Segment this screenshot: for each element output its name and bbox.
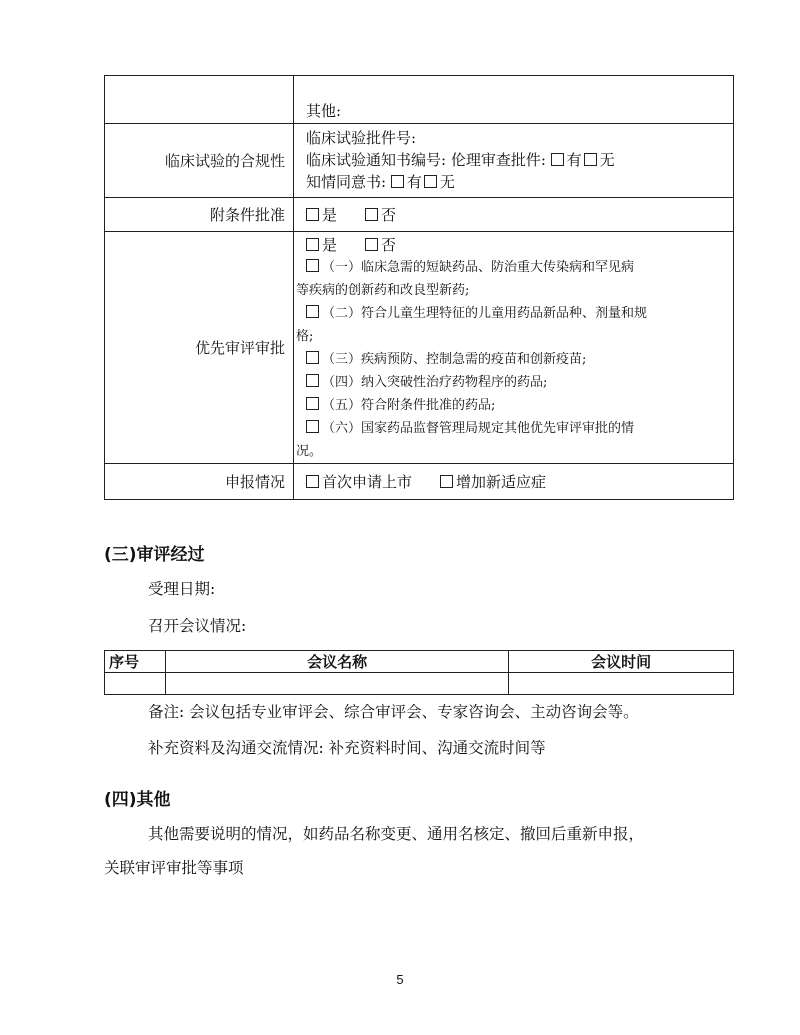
consent-line xyxy=(306,171,727,193)
row-label-conditional: 附条件批准 xyxy=(105,198,294,232)
conditional-yes-label: 是 xyxy=(322,206,338,224)
priority-item-5-text: （五）符合附条件批准的药品; xyxy=(322,398,496,413)
priority-item-3 xyxy=(306,348,727,371)
priority-item-1 xyxy=(306,256,727,279)
priority-yes-label: 是 xyxy=(322,236,338,254)
other-para-line2: 关联审评审批等事项 xyxy=(104,859,244,877)
priority-item-4-text: （四）纳入突破性治疗药物程序的药品; xyxy=(322,375,548,390)
priority-item-2-text: （二）符合儿童生理特征的儿童用药品新品种、剂量和规 xyxy=(322,306,648,321)
conditional-yes-checkbox[interactable] xyxy=(306,208,319,221)
row-value-other xyxy=(294,76,734,124)
row-label-application: 申报情况 xyxy=(105,464,294,500)
priority-item-6-text: （六）国家药品监督管理局规定其他优先审评审批的情 xyxy=(322,421,635,436)
priority-item-3-text: （三）疾病预防、控制急需的疫苗和创新疫苗; xyxy=(322,352,587,367)
accept-date-text: 受理日期: xyxy=(148,580,216,598)
new-indication-label: 增加新适应症 xyxy=(456,473,547,491)
priority-item-1-checkbox[interactable] xyxy=(306,259,319,272)
table-row xyxy=(105,673,734,695)
priority-item-4 xyxy=(306,371,727,394)
ethics-yes-label: 有 xyxy=(566,151,582,169)
row-label-compliance: 临床试验的合规性 xyxy=(105,124,294,198)
review-info-table xyxy=(104,75,734,500)
priority-item-2-cont: 格; xyxy=(296,329,314,344)
consent-text: 知情同意书: xyxy=(306,173,391,191)
approval-number-text: 临床试验批件号: xyxy=(306,129,417,147)
section-3-heading: (三)审评经过 xyxy=(104,545,205,565)
table-row xyxy=(105,232,734,464)
conditional-no-checkbox[interactable] xyxy=(365,208,378,221)
table-row xyxy=(105,76,734,124)
notice-number-text: 临床试验通知书编号: 伦理审查批件: xyxy=(306,151,551,169)
priority-item-1-text: （一）临床急需的短缺药品、防治重大传染病和罕见病 xyxy=(322,260,635,275)
row-label-empty xyxy=(105,76,294,124)
priority-item-6-cont: 况。 xyxy=(296,444,323,459)
priority-yes-checkbox[interactable] xyxy=(306,238,319,251)
consent-yes-label: 有 xyxy=(406,173,422,191)
supplement-text: 补充资料及沟通交流情况: 补充资料时间、沟通交流时间等 xyxy=(148,739,546,757)
priority-item-1-cont: 等疾病的创新药和改良型新药; xyxy=(296,283,470,298)
notice-number-line xyxy=(306,149,727,171)
consent-no-checkbox[interactable] xyxy=(424,175,437,188)
other-text: 其他: xyxy=(306,102,342,120)
priority-item-2 xyxy=(306,302,727,325)
priority-item-2-checkbox[interactable] xyxy=(306,305,319,318)
table-row xyxy=(105,198,734,232)
meeting-note-text: 备注: 会议包括专业审评会、综合审评会、专家咨询会、主动咨询会等。 xyxy=(148,703,639,721)
table-row xyxy=(105,124,734,198)
row-value-conditional xyxy=(294,198,734,232)
consent-yes-checkbox[interactable] xyxy=(391,175,404,188)
header-meeting-name: 会议名称 xyxy=(165,651,508,673)
priority-item-4-checkbox[interactable] xyxy=(306,374,319,387)
other-para-line1: 其他需要说明的情况，如药品名称变更、通用名核定、撤回后重新申报， xyxy=(148,825,645,843)
first-listing-label: 首次申请上市 xyxy=(322,473,413,491)
priority-no-label: 否 xyxy=(381,236,397,254)
row-value-application xyxy=(294,464,734,500)
row-value-priority xyxy=(294,232,734,464)
priority-yes-no-line xyxy=(306,234,727,256)
new-indication-checkbox[interactable] xyxy=(440,475,453,488)
conditional-no-label: 否 xyxy=(381,206,397,224)
cell-meeting-time[interactable] xyxy=(509,673,734,695)
ethics-yes-checkbox[interactable] xyxy=(551,153,564,166)
priority-item-6 xyxy=(306,417,727,440)
ethics-no-checkbox[interactable] xyxy=(584,153,597,166)
priority-no-checkbox[interactable] xyxy=(365,238,378,251)
meeting-table xyxy=(104,650,734,695)
section-4-heading: (四)其他 xyxy=(104,790,171,810)
priority-item-5-checkbox[interactable] xyxy=(306,397,319,410)
cell-meeting-name[interactable] xyxy=(165,673,508,695)
page-number: 5 xyxy=(396,972,404,987)
meeting-table-header xyxy=(105,651,734,673)
consent-no-label: 无 xyxy=(439,173,455,191)
meeting-status-text: 召开会议情况: xyxy=(148,617,247,635)
ethics-no-label: 无 xyxy=(599,151,615,169)
header-seq: 序号 xyxy=(105,651,166,673)
priority-item-6-checkbox[interactable] xyxy=(306,420,319,433)
row-value-compliance xyxy=(294,124,734,198)
header-meeting-time: 会议时间 xyxy=(509,651,734,673)
first-listing-checkbox[interactable] xyxy=(306,475,319,488)
table-row xyxy=(105,464,734,500)
row-label-priority: 优先审评审批 xyxy=(105,232,294,464)
priority-item-5 xyxy=(306,394,727,417)
cell-seq[interactable] xyxy=(105,673,166,695)
priority-item-3-checkbox[interactable] xyxy=(306,351,319,364)
